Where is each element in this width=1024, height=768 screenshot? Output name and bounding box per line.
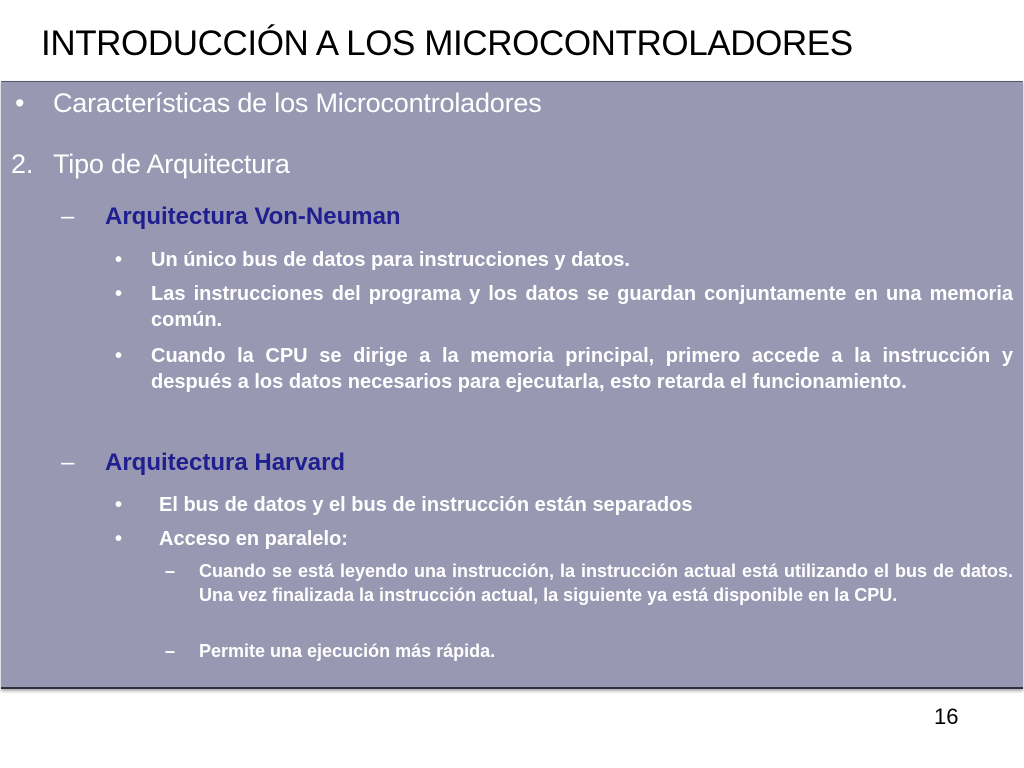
harvard-dash: – [61, 449, 75, 476]
section-title: Tipo de Arquitectura [53, 149, 290, 179]
heading-bullet: • [15, 88, 25, 118]
von-neuman-title: Arquitectura Von-Neuman [105, 203, 401, 230]
von-neuman-item-3: Cuando la CPU se dirige a la memoria principal, primero accede a la instrucción y después a los datos necesarios para ejecutarla, esto retarda el funcionamiento. [151, 345, 1013, 393]
list-bullet: • [115, 283, 123, 305]
slide-title: INTRODUCCIÓN A LOS MICROCONTROLADORES [41, 24, 853, 63]
harvard-item-1: El bus de datos y el bus de instrucción están separados [159, 494, 693, 516]
heading-text: Características de los Microcontroladores [53, 88, 542, 118]
sub-dash: – [165, 561, 176, 581]
list-bullet: • [115, 494, 123, 516]
von-neuman-item-2: Las instrucciones del programa y los datos se guardan conjuntamente en una memoria común. [151, 283, 1013, 331]
von-neuman-dash: – [61, 203, 75, 230]
list-bullet: • [115, 249, 123, 271]
content-box [1, 81, 1023, 689]
harvard-subitem-2: Permite una ejecución más rápida. [199, 641, 496, 661]
harvard-subitem-1: Cuando se está leyendo una instrucción, la instrucción actual está utilizando el bus de datos. Una vez finalizada la instrucción actual, la siguiente ya está disponible en la CPU. [199, 561, 1013, 605]
von-neuman-item-1: Un único bus de datos para instrucciones y datos. [151, 249, 630, 271]
list-bullet: • [115, 345, 123, 367]
list-bullet: • [115, 528, 123, 550]
section-number: 2. [11, 149, 34, 179]
sub-dash: – [165, 641, 176, 661]
harvard-title: Arquitectura Harvard [105, 449, 346, 476]
page-number: 16 [934, 704, 959, 729]
harvard-item-2: Acceso en paralelo: [159, 528, 348, 550]
